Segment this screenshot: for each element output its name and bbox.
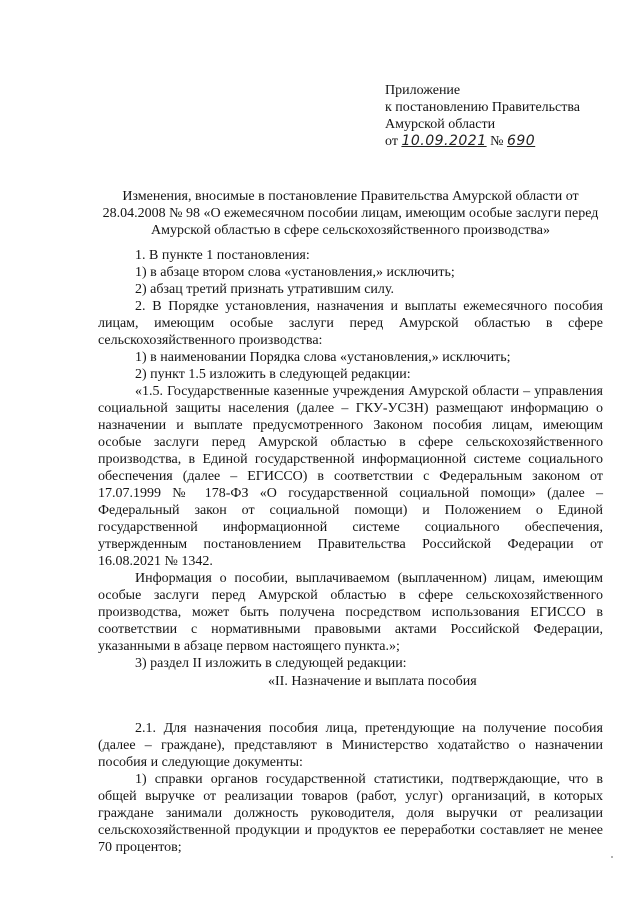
paragraph-5: 1) в наименовании Порядка слова «установления,» исключить; [135,350,511,365]
paragraph-10: 2.1. Для назначения пособия лица, претендующие на получение пособия (далее – граждане), представляют в Министерство ходатайство о назначении пособия и следующие документы: [98,721,603,770]
paragraph-7: «1.5. Государственные казенные учреждения Амурской области – управления социальной защиты населения (далее – ГКУ-УСЗН) размещают информацию о назначении и выплате предусмотренного Законом пособия лицам, имеющим особые заслуги перед Амурской областью в сфере сельскохозяйственного производства, в Единой государственной информационной системе социального обеспечения (далее – ЕГИССО) в соответствии с Федеральным законом от 17.07.1999 № 178-ФЗ «О государственной социальной помощи» (далее – Федеральный закон от социальной помощи) и Положением о Единой государственной информационной системе социального обеспечения, утвержденным постановлением Правительства Российской Федерации от 16.08.2021 № 1342. [98,384,603,569]
paragraph-8: Информация о пособии, выплачиваемом (выплаченном) лицам, имеющим особые заслуги перед Амурской областью в сфере сельскохозяйственного производства, может быть получена посредством использования ЕГИССО в соответствии с нормативными правовыми актами Российской Федерации, указанными в абзаце первом настоящего пункта.»; [98,571,603,654]
handwritten-number: 690 [506,133,536,149]
paragraph-3: 2) абзац третий признать утратившим силу. [135,282,394,297]
paragraph-9: 3) раздел II изложить в следующей редакции: [135,656,407,671]
appendix-date-line [385,133,625,150]
scan-speck [611,856,613,858]
number-label: № [490,134,504,149]
paragraph-2: 1) в абзаце втором слова «установления,» исключить; [135,265,455,280]
appendix-header [385,82,625,150]
paragraph-1: 1. В пункте 1 постановления: [135,248,310,263]
paragraph-4: 2. В Порядке установления, назначения и выплаты ежемесячного пособия лицам, имеющим особые заслуги перед Амурской областью в сфере сельскохозяйственного производства: [98,299,603,348]
spacer [98,690,603,720]
paragraph-11: 1) справки органов государственной статистики, подтверждающие, что в общей выручке от реализации товаров (работ, услуг) организаций, в которых граждане занимали должность руководителя, доля выручки от реализации сельскохозяйственной продукции и продуктов ее переработки составляет не менее 70 процентов; [98,772,603,855]
section-heading: «II. Назначение и выплата пособия [268,674,477,689]
appendix-resolution-line: к постановлению Правительства [385,100,581,115]
document-body [98,247,603,856]
from-label: от [385,134,398,149]
appendix-label: Приложение [385,83,461,98]
handwritten-date: 10.09.2021 [401,133,487,149]
document-title: Изменения, вносимые в постановление Правительства Амурской области от 28.04.2008 № 98 «О ежемесячном пособии лицам, имеющим особые заслуги перед Амурской областью в сфере сельскохозяйственного производства» [102,189,599,238]
paragraph-6: 2) пункт 1.5 изложить в следующей редакции: [135,367,411,382]
appendix-region-line: Амурской области [385,117,496,132]
